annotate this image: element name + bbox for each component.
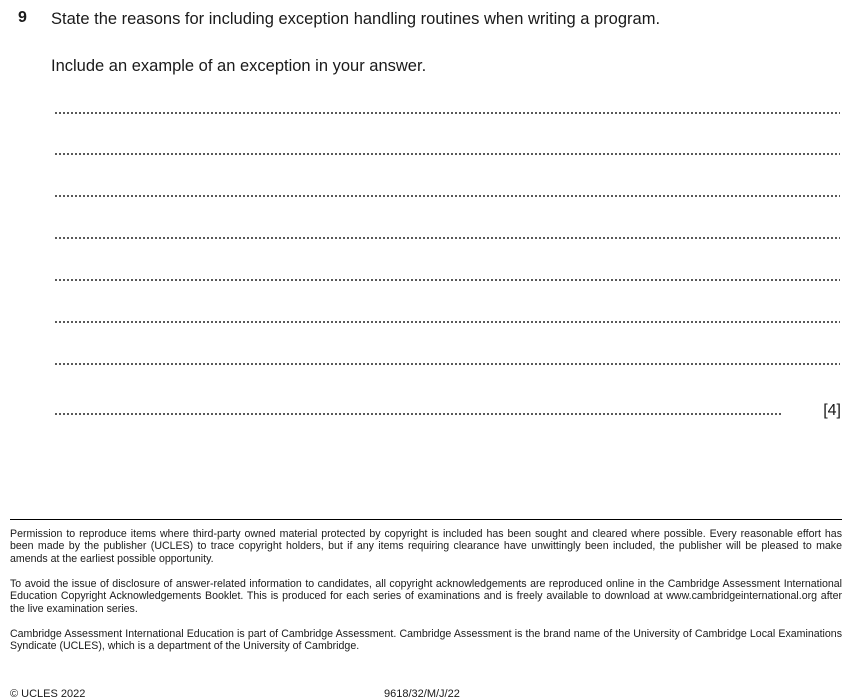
question-instruction: Include an example of an exception in your answer. xyxy=(51,57,427,75)
permission-text: Permission to reproduce items where third-party owned material protected by copyright is included has been sought and cleared where possible. Every reasonable effort has been made by the publisher (UCLES) to trace copyright holders, but if any items requiring clearance have unwittingly been included, the publisher will be pleased to make amends at the earliest possible opportunity. xyxy=(10,528,842,565)
answer-line-4[interactable] xyxy=(54,237,840,239)
paper-code: 9618/32/M/J/22 xyxy=(384,688,460,700)
answer-line-7[interactable] xyxy=(54,363,840,365)
copyright-label: © UCLES 2022 xyxy=(10,688,86,700)
answer-line-5[interactable] xyxy=(54,279,840,281)
question-number: 9 xyxy=(18,9,27,26)
answer-line-3[interactable] xyxy=(54,195,840,197)
marks-label: [4] xyxy=(823,402,841,419)
answer-line-1[interactable] xyxy=(54,112,840,114)
footer-rule xyxy=(10,519,842,520)
answer-line-6[interactable] xyxy=(54,321,840,323)
answer-line-2[interactable] xyxy=(54,153,840,155)
answer-line-8[interactable] xyxy=(54,413,782,415)
cambridge-text: Cambridge Assessment International Education is part of Cambridge Assessment. Cambridge Assessment is the brand name of the University of Cambridge Local Examinations Syndicate (UCLES), which is a department of the University of Cambridge. xyxy=(10,628,842,653)
disclosure-text: To avoid the issue of disclosure of answer-related information to candidates, all copyright acknowledgements are reproduced online in the Cambridge Assessment International Education Copyright Acknowledgements Booklet. This is produced for each series of examinations and is freely available to download at www.cambridgeinternational.org after the live examination series. xyxy=(10,578,842,615)
question-prompt: State the reasons for including exception handling routines when writing a program. xyxy=(51,10,661,28)
